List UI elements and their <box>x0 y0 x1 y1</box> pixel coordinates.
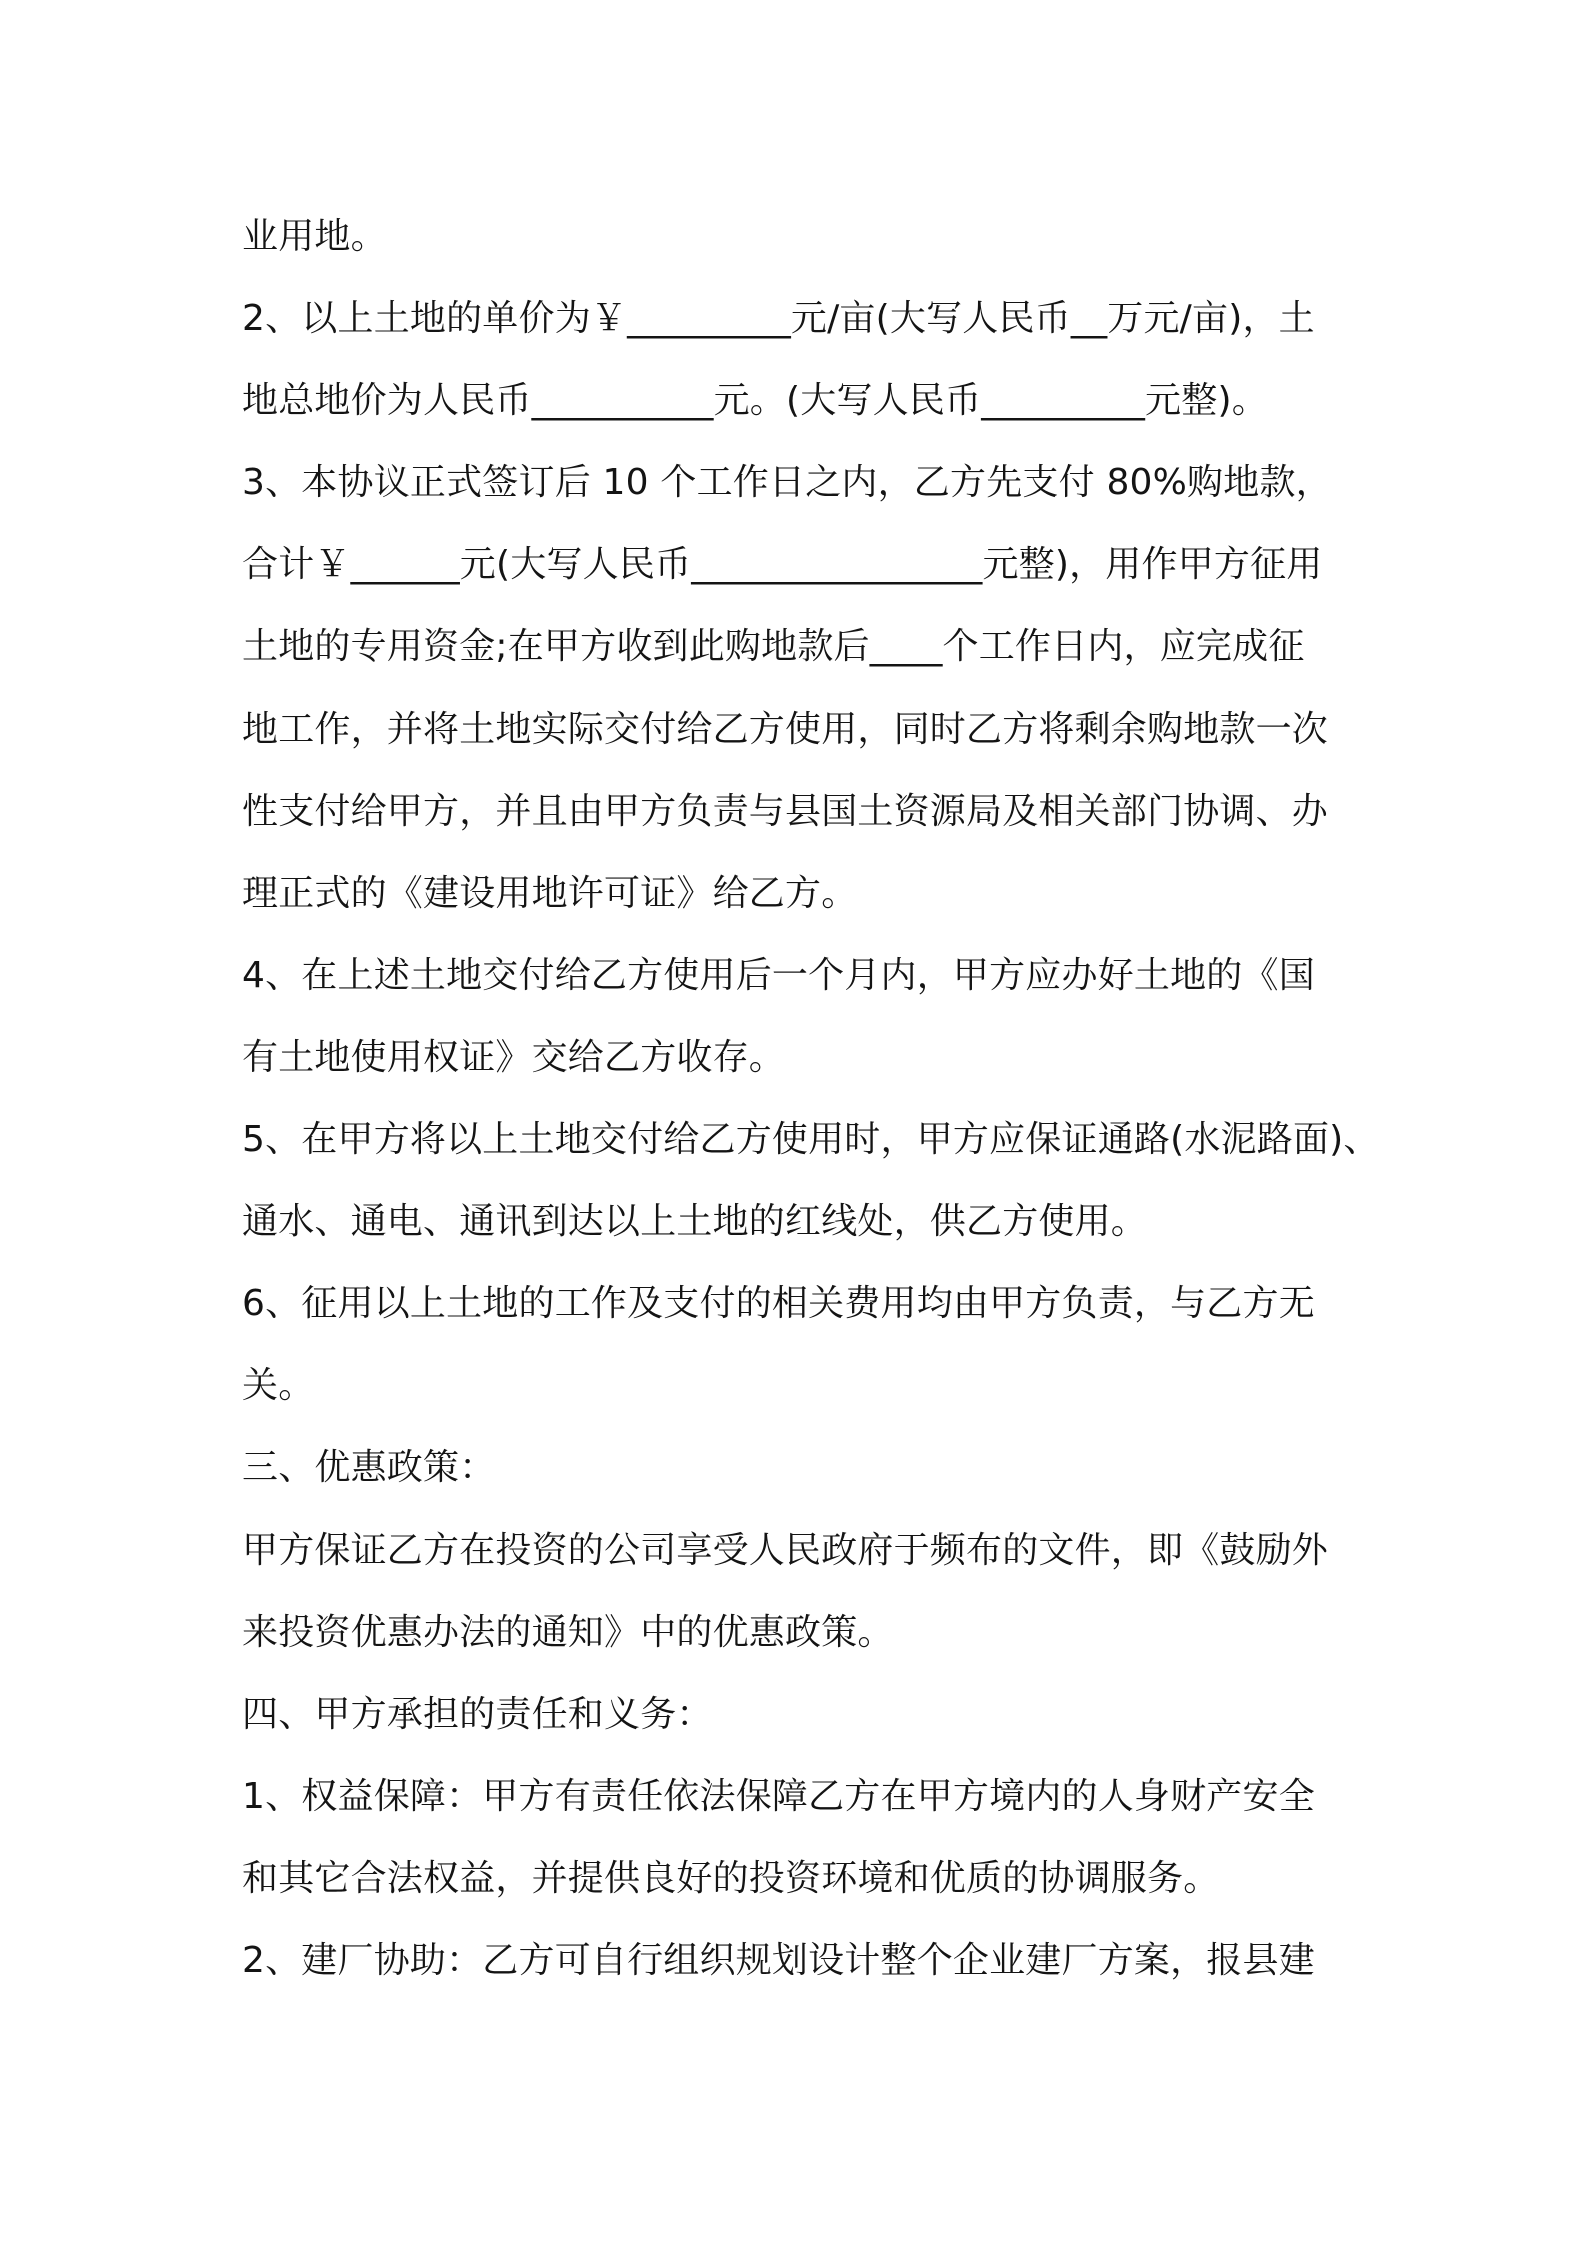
section-heading: 三、优惠政策： <box>242 1447 496 1489</box>
text-line: 2、建厂协助：乙方可自行组织规划设计整个企业建厂方案，报县建 <box>242 1939 1315 1981</box>
text-line: 通水、通电、通讯到达以上土地的红线处，供乙方使用。 <box>242 1201 1148 1243</box>
text-line: 合计￥______元(大写人民币________________元整)，用作甲方征用 <box>242 544 1323 586</box>
text-line: 3、本协议正式签订后 10 个工作日之内，乙方先支付 80%购地款， <box>242 462 1332 504</box>
text-line: 有土地使用权证》交给乙方收存。 <box>242 1036 786 1078</box>
text-line: 业用地。 <box>242 216 387 257</box>
text-line: 地工作，并将土地实际交付给乙方使用，同时乙方将剩余购地款一次 <box>242 708 1329 750</box>
text-line: 地总地价为人民币__________元。(大写人民币_________元整)。 <box>242 380 1268 422</box>
text-line: 和其它合法权益，并提供良好的投资环境和优质的协调服务。 <box>242 1857 1220 1899</box>
text-line: 性支付给甲方，并且由甲方负责与县国土资源局及相关部门协调、办 <box>242 790 1329 832</box>
text-line: 2、以上土地的单价为￥_________元/亩(大写人民币__万元/亩)，土 <box>242 298 1315 340</box>
text-line: 4、在上述土地交付给乙方使用后一个月内，甲方应办好土地的《国 <box>242 954 1315 996</box>
contract-text <box>242 196 1380 2002</box>
text-line: 理正式的《建设用地许可证》给乙方。 <box>242 872 858 914</box>
text-line: 5、在甲方将以上土地交付给乙方使用时，甲方应保证通路(水泥路面)、 <box>242 1119 1380 1161</box>
text-line: 甲方保证乙方在投资的公司享受人民政府于频布的文件，即《鼓励外 <box>242 1529 1329 1571</box>
section-heading: 四、甲方承担的责任和义务： <box>242 1693 713 1735</box>
text-line: 关。 <box>242 1365 315 1407</box>
text-line: 1、权益保障：甲方有责任依法保障乙方在甲方境内的人身财产安全 <box>242 1775 1315 1817</box>
text-line: 土地的专用资金;在甲方收到此购地款后____个工作日内，应完成征 <box>242 626 1305 668</box>
text-line: 6、征用以上土地的工作及支付的相关费用均由甲方负责，与乙方无 <box>242 1283 1315 1325</box>
text-line: 来投资优惠办法的通知》中的优惠政策。 <box>242 1611 894 1653</box>
